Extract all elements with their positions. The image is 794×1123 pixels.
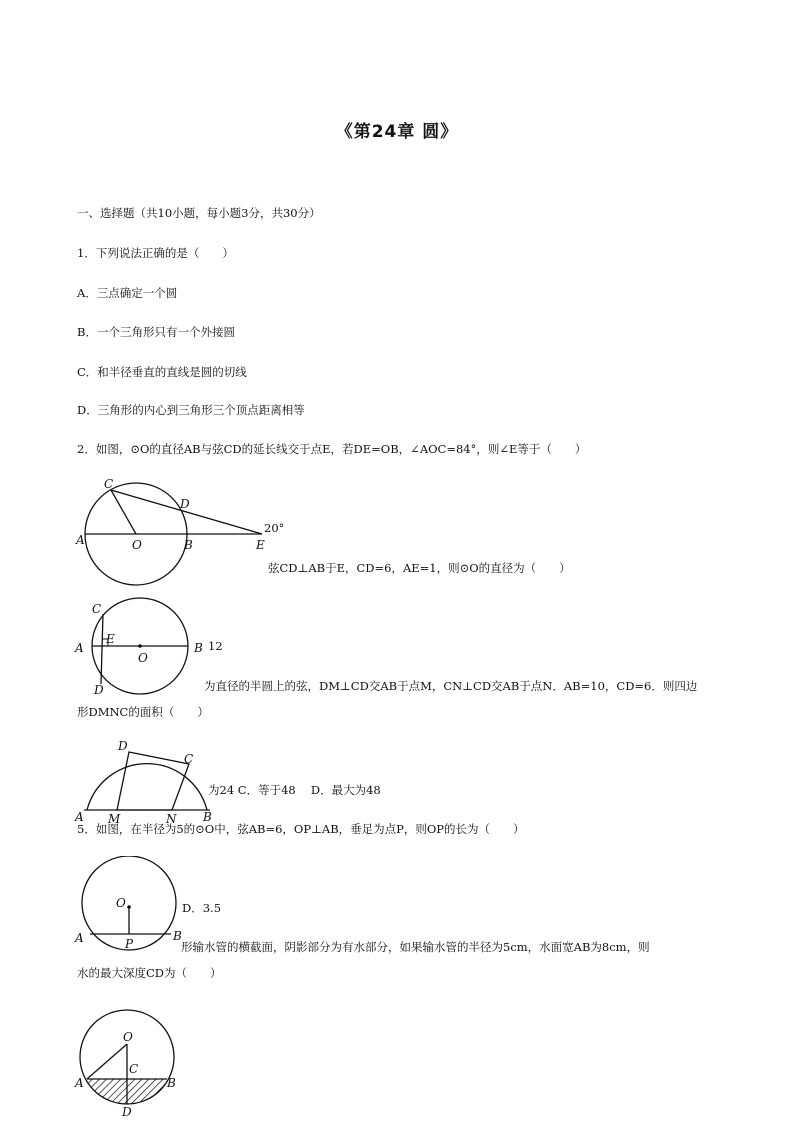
q6-line2: 水的最大深度CD为（ ）	[77, 966, 222, 980]
q2-figure	[72, 476, 268, 586]
q6-figure	[72, 1000, 182, 1118]
q4-options: 为24 C．等于48 D．最大为48	[208, 783, 381, 797]
label-b: B	[173, 929, 182, 943]
label-a: A	[75, 931, 84, 945]
q1-option-a: A．三点确定一个圆	[77, 286, 178, 300]
q2-stem: 2．如图，⊙O的直径AB与弦CD的延长线交于点E，若DE=OB，∠AOC=84°，则∠E等于（ ）	[77, 442, 587, 456]
label-d: D	[118, 739, 128, 753]
label-p: P	[125, 937, 134, 951]
q4-figure	[72, 737, 218, 825]
label-d: D	[94, 683, 104, 697]
q1-option-b: B．一个三角形只有一个外接圆	[77, 325, 235, 339]
label-b: B	[194, 641, 203, 655]
q6-line1: 形输水管的横截面，阴影部分为有水部分，如果输水管的半径为5cm，水面宽AB为8cm，则	[181, 940, 650, 954]
q1-option-c: C．和半径垂直的直线是圆的切线	[77, 365, 247, 379]
label-e: E	[106, 632, 115, 646]
label-o: O	[138, 651, 148, 665]
label-c: C	[129, 1062, 139, 1076]
label-o: O	[132, 538, 142, 552]
q1-stem: 1．下列说法正确的是（ ）	[77, 246, 234, 260]
label-o: O	[123, 1030, 133, 1044]
label-a: A	[75, 641, 84, 655]
label-b: B	[203, 810, 212, 824]
label-a: A	[75, 1076, 84, 1090]
page-title: 《第24章 圆》	[335, 122, 459, 142]
label-a: A	[76, 533, 85, 547]
q4-line1: 为直径的半圆上的弦，DM⊥CD交AB于点M，CN⊥CD交AB于点N．AB=10，CD=6．则四边	[204, 679, 698, 693]
q3-fragment: 12	[208, 639, 223, 653]
q5-figure	[72, 856, 184, 952]
q2-fragment: 20°	[264, 521, 285, 535]
label-a: A	[75, 810, 84, 824]
q5-fragment: D．3.5	[182, 901, 222, 915]
q5-stem: 5．如图，在半径为5的⊙O中，弦AB=6，OP⊥AB，垂足为点P，则OP的长为（ ）	[77, 822, 525, 836]
label-c: C	[184, 752, 194, 766]
q4-line2: 形DMNC的面积（ ）	[77, 705, 209, 719]
q1-option-d: D．三角形的内心到三角形三个顶点距离相等	[77, 403, 305, 417]
label-d: D	[122, 1105, 132, 1118]
label-m: M	[108, 812, 121, 825]
label-b: B	[167, 1076, 176, 1090]
label-b: B	[184, 538, 193, 552]
q3-figure	[72, 596, 206, 700]
label-c: C	[104, 477, 114, 491]
q3-stem-fragment: 弦CD⊥AB于E，CD=6，AE=1，则⊙O的直径为（ ）	[268, 561, 571, 575]
label-d: D	[180, 497, 190, 511]
label-e: E	[256, 538, 265, 552]
section-heading: 一、选择题（共10小题，每小题3分，共30分）	[77, 206, 321, 220]
label-c: C	[92, 602, 102, 616]
label-o: O	[116, 896, 126, 910]
label-n: N	[166, 812, 177, 825]
